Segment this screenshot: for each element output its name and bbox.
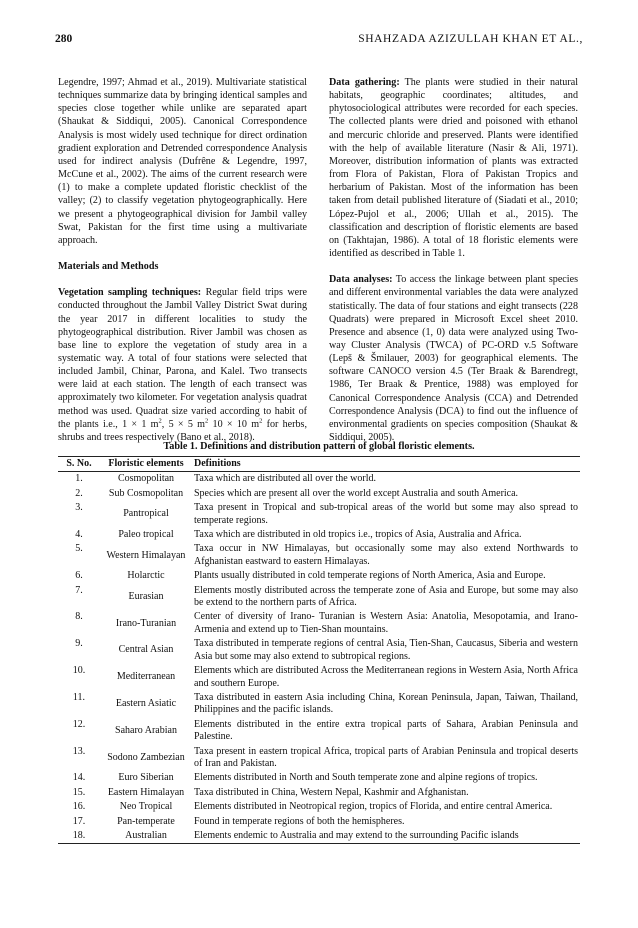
floristic-element-cell: Euro Siberian xyxy=(118,772,174,784)
right-column xyxy=(329,76,578,444)
definition-cell: Elements distributed in North and South temperate zone and alpine regions of tropics. xyxy=(194,772,538,784)
floristic-element-cell: Saharo Arabian xyxy=(115,724,177,736)
serial-number-cell: 4. xyxy=(75,529,83,541)
running-head: SHAHZADA AZIZULLAH KHAN ET AL., xyxy=(358,33,583,45)
floristic-element-cell: Eastern Asiatic xyxy=(115,698,177,710)
definition-cell: Taxa distributed in temperate regions of central Asia, Tien-Shan, Caucasus, Siberia and western Asia but some may also extend to subtropical regions. xyxy=(194,638,578,662)
floristic-element-cell: Irano-Turanian xyxy=(115,617,177,629)
serial-number-cell: 18. xyxy=(72,829,86,841)
serial-number-cell: 6. xyxy=(75,570,83,582)
sampling-text-d: for herbs, shrubs and trees respectively (Bano et al., 2018). xyxy=(58,418,307,443)
table-row xyxy=(58,542,580,569)
superscript-two: 2 xyxy=(158,417,162,425)
header-serial-number: S. No. xyxy=(66,458,92,469)
serial-number-cell: 13. xyxy=(72,745,86,757)
page-header xyxy=(55,33,583,49)
definition-cell: Taxa present in eastern tropical Africa, tropical parts of Arabian Peninsula and tropical deserts of Iran and Pakistan. xyxy=(194,745,578,769)
definition-cell: Taxa which are distributed in old tropics i.e., tropics of Asia, Australia and Africa. xyxy=(194,529,522,541)
floristic-element-cell: Eastern Himalayan xyxy=(107,786,185,798)
serial-number-cell: 5. xyxy=(75,543,83,555)
floristic-element-cell: Pan-temperate xyxy=(117,815,175,827)
table-row xyxy=(58,664,580,691)
floristic-element-cell: Paleo tropical xyxy=(118,529,174,541)
serial-number-cell: 3. xyxy=(75,502,83,514)
table-row xyxy=(58,528,580,542)
superscript-two: 2 xyxy=(259,417,263,425)
left-column xyxy=(58,76,307,444)
table-row xyxy=(58,637,580,664)
table-body xyxy=(58,472,580,844)
serial-number-cell: 8. xyxy=(75,611,83,623)
analyses-lead: Data analyses: xyxy=(329,274,393,286)
table-header-row xyxy=(58,457,580,472)
gathering-text: The plants were studied in their natural habitats, geographic coordinates; altitudes, and phytosociological attributes were recorded for each species. The collected plants were dried and poisoned with ethanol and mercuric chloride and preserved. Plants were identified with the help of available literature (Nasir & Ali, 1971). Moreover, distribution information of plants was extracted from Flora of Pakistan, Flora of Pakistan Tropics and herbarium of Pakistan. Most of the information has been taken from detail published literature of (Siadati et al., 2010; López-Pujol et al., 2006; Ullah et al., 2015). The classification and description of floristic elements are based on (Takhtajan, 1986). A total of 18 floristic elements were identified as described in Table 1. xyxy=(329,77,578,260)
table-row xyxy=(58,472,580,487)
table-row xyxy=(58,487,580,501)
superscript-two: 2 xyxy=(205,417,209,425)
floristic-element-cell: Central Asian xyxy=(118,644,174,656)
floristic-element-cell: Cosmopolitan xyxy=(117,473,175,485)
gathering-lead: Data gathering: xyxy=(329,77,400,88)
floristic-element-cell: Neo Tropical xyxy=(119,801,173,813)
sampling-text-c: 10 × 10 m xyxy=(208,418,260,430)
table-row xyxy=(58,691,580,718)
floristic-element-cell: Eurasian xyxy=(128,590,164,602)
sampling-text-a: Regular field trips were conducted throughout the Jambil Valley District Swat during the year 2017 in different localities to study the phytogeographical distribution. River Jambil was chosen as base line to explore the vegetation of study area in a systematic way. A total of four stations were selected that included Jambil, Chinar, Parona, and Kalel. Two transects were laid at each station. The length of each transect was approximately two kilometer. For vegetation analysis quadrat method was used. Quadrat size varied according to habit of the plants i.e., 1 × 1 m xyxy=(58,287,307,430)
header-definitions: Definitions xyxy=(194,458,241,469)
sampling-text-b: , 5 × 5 m xyxy=(161,418,206,430)
definition-cell: Taxa which are distributed all over the world. xyxy=(194,473,377,485)
table-row xyxy=(58,815,580,829)
table-row xyxy=(58,610,580,637)
definition-cell: Found in temperate regions of both the hemispheres. xyxy=(194,815,405,827)
floristic-element-cell: Sodono Zambezian xyxy=(107,751,185,763)
serial-number-cell: 10. xyxy=(72,665,86,677)
definition-cell: Center of diversity of Irano- Turanian is Western Asia: Anatolia, Mesopotamia, and Irano-Armenia and extend up to Tien-Shan mountains. xyxy=(194,611,578,635)
page-number: 280 xyxy=(55,33,73,45)
definition-cell: Species which are present all over the world except Australia and south America. xyxy=(194,487,519,499)
header-floristic-elements: Floristic elements xyxy=(108,458,184,469)
serial-number-cell: 11. xyxy=(72,691,86,703)
table-row xyxy=(58,771,580,785)
floristic-element-cell: Holarctic xyxy=(127,570,165,582)
table-caption: Table 1. Definitions and distribution pattern of global floristic elements. xyxy=(163,441,475,452)
serial-number-cell: 1. xyxy=(75,473,83,485)
floristic-element-cell: Mediterranean xyxy=(116,671,176,683)
definition-cell: Elements mostly distributed across the temperate zone of Asia and Europe, but some may also be extend to the northern parts of Africa. xyxy=(194,584,578,609)
sampling-paragraph xyxy=(58,286,307,444)
definition-cell: Elements distributed in the entire extra tropical parts of Sahara, Arabian Peninsula and Palestine. xyxy=(194,718,578,743)
table-row xyxy=(58,569,580,583)
definition-cell: Taxa present in Tropical and sub-tropical areas of the world but some may also spread to temperate regions. xyxy=(194,502,578,526)
definition-cell: Elements endemic to Australia and may extend to the surrounding Pacific islands xyxy=(194,829,519,841)
floristic-element-cell: Pantropical xyxy=(123,508,169,520)
sampling-lead: Vegetation sampling techniques: xyxy=(58,287,202,299)
serial-number-cell: 2. xyxy=(75,487,83,499)
definition-cell: Taxa distributed in China, Western Nepal, Kashmir and Afghanistan. xyxy=(194,786,469,798)
serial-number-cell: 16. xyxy=(72,801,86,813)
definition-cell: Plants usually distributed in cold temperate regions of North America, Asia and Europe. xyxy=(194,570,546,582)
serial-number-cell: 12. xyxy=(72,718,86,730)
intro-paragraph: Legendre, 1997; Ahmad et al., 2019). Multivariate statistical techniques summarize data by bringing identical samples and species close together while unlike are separated apart (Shaukat & Siddiqui, 2005). Canonical Correspondence Analysis is most widely used technique for direct ordination gradient exploration and Detrended correspondence Analysis used for indirect analysis (Dufrêne & Legendre, 1997, McCune et al., 2002). The aims of the current research were (1) to make a complete updated floristic checklist of the valley; (2) to classify vegetation phytogeographically. Here we present a phytogeographical division for Jambil valley Swat, Pakistan for the first time using a multivariate approach. xyxy=(58,77,307,246)
floristic-elements-table xyxy=(58,456,580,844)
definition-cell: Elements distributed in Neotropical region, tropics of Florida, and entire central America. xyxy=(194,801,553,813)
analyses-text: To access the linkage between plant species and different environmental variables the data were analyzed statistically. The data of four stations and eight transects (228 Quadrats) were prepared in Microsoft Excel sheet 2010. Presence and absence (1, 0) data were analyzed using Two-way Cluster Analysis (TWCA) of PC-ORD v.5 Software (Lepš & Šmilauer, 2003) for geographical elements. The software CANOCO version 4.5 (Ter Braak & Barendregt, 1986, Ter Braak & Prentice, 1988) was employed for Canonical Correspondence Analysis (CCA) and Detrended Correspondence Analysis (DCA) to find out the influence of environmental gradients on species composition (Shaukat & Siddiqui, 2005). xyxy=(329,274,579,444)
serial-number-cell: 7. xyxy=(75,584,83,596)
floristic-element-cell: Western Himalayan xyxy=(106,549,186,561)
definition-cell: Taxa occur in NW Himalayas, but occasionally some may also extend Northwards to Afghanistan eastward to eastern Himalayas. xyxy=(194,543,578,567)
serial-number-cell: 9. xyxy=(75,638,83,650)
table-row xyxy=(58,501,580,528)
serial-number-cell: 14. xyxy=(72,772,86,784)
table-row xyxy=(58,829,580,844)
gathering-paragraph xyxy=(329,76,578,260)
analyses-paragraph xyxy=(329,273,578,444)
floristic-element-cell: Australian xyxy=(125,829,167,841)
definition-cell: Taxa distributed in eastern Asia including China, Korean Peninsula, Japan, Taiwan, Thailand, Philippines and the pacific islands. xyxy=(194,691,578,716)
table-row xyxy=(58,584,580,611)
serial-number-cell: 17. xyxy=(72,815,86,827)
serial-number-cell: 15. xyxy=(72,786,86,798)
section-heading: Materials and Methods xyxy=(58,261,159,273)
definition-cell: Elements which are distributed Across the Mediterranean regions in Western Asia, North Africa and southern Europe. xyxy=(194,665,578,689)
table-row xyxy=(58,718,580,745)
table-row xyxy=(58,745,580,772)
table-row xyxy=(58,800,580,814)
floristic-element-cell: Sub Cosmopolitan xyxy=(108,487,184,499)
table-row xyxy=(58,786,580,800)
